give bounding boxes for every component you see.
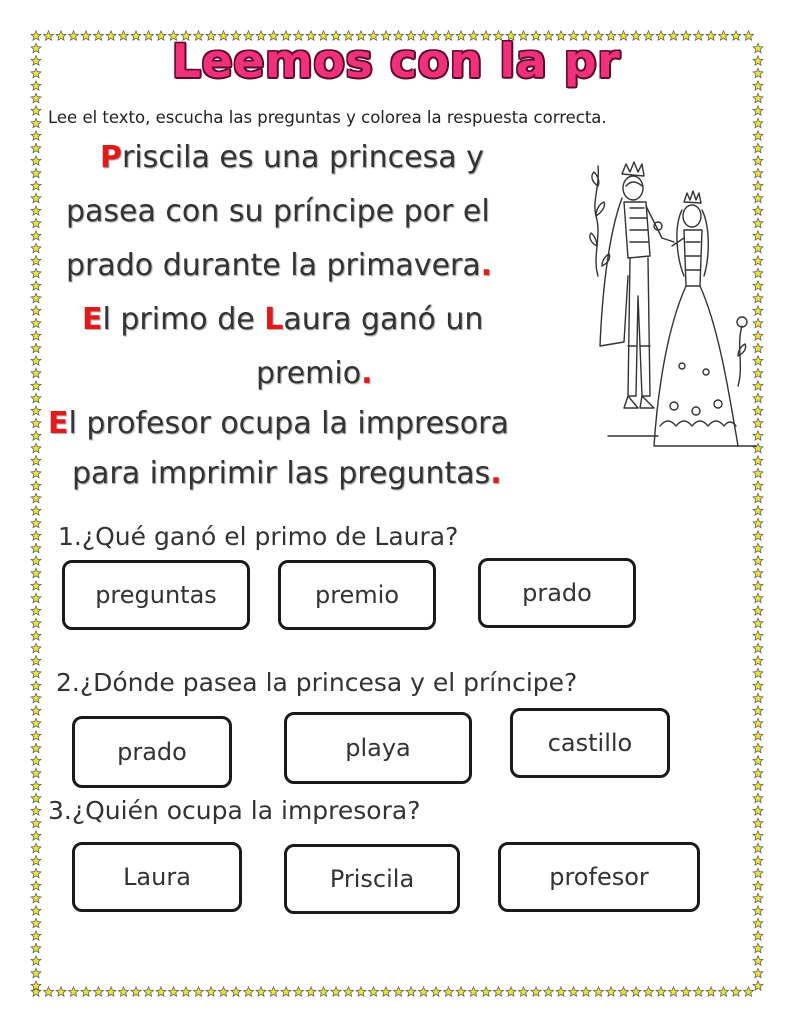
star-icon bbox=[31, 531, 41, 540]
star-icon bbox=[31, 381, 41, 390]
star-icon bbox=[31, 668, 41, 677]
star-icon bbox=[753, 518, 763, 527]
story-period: . bbox=[361, 356, 373, 391]
star-icon bbox=[31, 306, 41, 315]
star-icon bbox=[753, 581, 763, 590]
star-icon bbox=[306, 987, 316, 996]
star-icon bbox=[469, 987, 479, 996]
star-icon bbox=[356, 987, 366, 996]
star-icon bbox=[753, 131, 763, 140]
star-icon bbox=[753, 556, 763, 565]
star-icon bbox=[753, 531, 763, 540]
star-icon bbox=[31, 218, 41, 227]
answer-q3-profesor[interactable]: profesor bbox=[498, 842, 700, 912]
star-icon bbox=[431, 987, 441, 996]
answer-q2-prado[interactable]: prado bbox=[72, 716, 232, 788]
star-icon bbox=[753, 643, 763, 652]
star-icon bbox=[494, 987, 504, 996]
star-icon bbox=[419, 987, 429, 996]
answer-q3-laura[interactable]: Laura bbox=[72, 842, 242, 912]
star-icon bbox=[31, 143, 41, 152]
answer-q1-premio[interactable]: premio bbox=[278, 560, 436, 630]
star-icon bbox=[31, 368, 41, 377]
star-icon bbox=[753, 818, 763, 827]
star-icon bbox=[444, 987, 454, 996]
star-icon bbox=[753, 706, 763, 715]
star-icon bbox=[181, 987, 191, 996]
story-text: l profesor ocupa la impresora bbox=[68, 406, 509, 441]
answer-q2-castillo[interactable]: castillo bbox=[510, 708, 670, 778]
star-icon bbox=[269, 987, 279, 996]
star-icon bbox=[31, 906, 41, 915]
star-icon bbox=[569, 987, 579, 996]
star-icon bbox=[31, 893, 41, 902]
star-icon bbox=[753, 681, 763, 690]
star-icon bbox=[31, 456, 41, 465]
star-icon bbox=[94, 987, 104, 996]
star-icon bbox=[556, 987, 566, 996]
star-icon bbox=[753, 981, 763, 990]
star-icon bbox=[731, 987, 741, 996]
star-icon bbox=[31, 393, 41, 402]
star-icon bbox=[31, 556, 41, 565]
star-icon bbox=[31, 281, 41, 290]
star-icon bbox=[753, 868, 763, 877]
story-text: l primo de bbox=[102, 302, 265, 337]
star-icon bbox=[644, 987, 654, 996]
star-icon bbox=[119, 987, 129, 996]
star-icon bbox=[706, 987, 716, 996]
star-icon bbox=[31, 856, 41, 865]
star-icon bbox=[31, 468, 41, 477]
question-1: 1.¿Qué ganó el primo de Laura? bbox=[58, 522, 459, 551]
star-icon bbox=[169, 987, 179, 996]
star-icon bbox=[31, 356, 41, 365]
story-text: aura ganó un bbox=[283, 302, 484, 337]
star-icon bbox=[31, 406, 41, 415]
story-text: prado durante la primavera bbox=[66, 248, 481, 283]
star-icon bbox=[31, 843, 41, 852]
story-initial: P bbox=[100, 140, 122, 175]
story-line-5 bbox=[256, 356, 373, 391]
star-icon bbox=[31, 518, 41, 527]
star-icon bbox=[331, 987, 341, 996]
star-icon bbox=[31, 718, 41, 727]
question-3: 3.¿Quién ocupa la impresora? bbox=[48, 796, 421, 825]
story-line-4 bbox=[82, 302, 483, 337]
star-icon bbox=[31, 731, 41, 740]
star-icon bbox=[753, 768, 763, 777]
star-icon bbox=[753, 656, 763, 665]
star-icon bbox=[156, 987, 166, 996]
star-icon bbox=[753, 506, 763, 515]
star-icon bbox=[31, 131, 41, 140]
star-icon bbox=[656, 987, 666, 996]
star-icon bbox=[594, 987, 604, 996]
star-icon bbox=[31, 481, 41, 490]
star-icon bbox=[753, 893, 763, 902]
star-icon bbox=[31, 418, 41, 427]
star-icon bbox=[394, 987, 404, 996]
star-icon bbox=[256, 987, 266, 996]
star-icon bbox=[753, 831, 763, 840]
star-icon bbox=[31, 743, 41, 752]
star-icon bbox=[519, 987, 529, 996]
star-icon bbox=[31, 431, 41, 440]
question-2: 2.¿Dónde pasea la princesa y el príncipe? bbox=[56, 668, 578, 697]
star-icon bbox=[31, 756, 41, 765]
star-icon bbox=[31, 643, 41, 652]
star-icon bbox=[406, 987, 416, 996]
star-icon bbox=[744, 987, 754, 996]
star-icon bbox=[31, 781, 41, 790]
star-icon bbox=[281, 987, 291, 996]
star-icon bbox=[31, 568, 41, 577]
star-icon bbox=[753, 668, 763, 677]
star-icon bbox=[31, 656, 41, 665]
story-period: . bbox=[480, 248, 493, 283]
star-icon bbox=[506, 987, 516, 996]
star-icon bbox=[753, 856, 763, 865]
star-icon bbox=[56, 987, 66, 996]
star-icon bbox=[206, 987, 216, 996]
star-icon bbox=[231, 987, 241, 996]
story-text: riscila es una princesa y bbox=[122, 140, 484, 175]
star-icon bbox=[31, 818, 41, 827]
star-icon bbox=[31, 318, 41, 327]
star-icon bbox=[244, 987, 254, 996]
prince-princess-illustration bbox=[588, 146, 760, 486]
star-icon bbox=[694, 987, 704, 996]
star-icon bbox=[31, 343, 41, 352]
story-text: premio bbox=[256, 356, 362, 391]
star-icon bbox=[753, 756, 763, 765]
star-icon bbox=[31, 918, 41, 927]
story-initial: L bbox=[264, 302, 284, 337]
star-icon bbox=[581, 987, 591, 996]
story-line-6 bbox=[48, 406, 509, 441]
story-text: para imprimir las preguntas bbox=[72, 456, 491, 491]
star-icon bbox=[753, 118, 763, 127]
star-icon bbox=[544, 987, 554, 996]
star-icon bbox=[31, 931, 41, 940]
star-icon bbox=[31, 606, 41, 615]
star-icon bbox=[753, 943, 763, 952]
star-icon bbox=[31, 706, 41, 715]
story-line-2: pasea con su príncipe por el bbox=[66, 194, 490, 229]
star-icon bbox=[31, 293, 41, 302]
star-icon bbox=[753, 93, 763, 102]
star-icon bbox=[619, 987, 629, 996]
story-line-1 bbox=[100, 140, 484, 175]
star-icon bbox=[44, 987, 54, 996]
star-icon bbox=[753, 881, 763, 890]
story-initial: E bbox=[82, 302, 103, 337]
star-icon bbox=[681, 987, 691, 996]
star-icon bbox=[31, 206, 41, 215]
star-icon bbox=[753, 743, 763, 752]
page-title: Leemos con la pr bbox=[171, 34, 621, 88]
instruction-text: Lee el texto, escucha las preguntas y colorea la respuesta correcta. bbox=[48, 108, 607, 127]
star-icon bbox=[31, 268, 41, 277]
star-icon bbox=[753, 618, 763, 627]
star-icon bbox=[81, 987, 91, 996]
star-icon bbox=[481, 987, 491, 996]
star-icon bbox=[753, 793, 763, 802]
star-icon bbox=[753, 718, 763, 727]
star-icon bbox=[31, 543, 41, 552]
star-icon bbox=[194, 987, 204, 996]
star-icon bbox=[131, 987, 141, 996]
star-icon bbox=[31, 943, 41, 952]
star-icon bbox=[753, 606, 763, 615]
star-icon bbox=[344, 987, 354, 996]
star-icon bbox=[31, 168, 41, 177]
star-icon bbox=[753, 781, 763, 790]
star-icon bbox=[753, 906, 763, 915]
story-period: . bbox=[490, 456, 502, 491]
star-icon bbox=[753, 931, 763, 940]
star-icon bbox=[31, 956, 41, 965]
star-icon bbox=[31, 256, 41, 265]
star-icon bbox=[31, 193, 41, 202]
star-icon bbox=[31, 156, 41, 165]
star-icon bbox=[31, 443, 41, 452]
star-icon bbox=[31, 693, 41, 702]
star-icon bbox=[753, 593, 763, 602]
star-icon bbox=[531, 987, 541, 996]
star-icon bbox=[31, 93, 41, 102]
star-icon bbox=[31, 793, 41, 802]
star-icon bbox=[753, 731, 763, 740]
story-line-3 bbox=[66, 248, 492, 283]
star-icon bbox=[719, 987, 729, 996]
star-icon bbox=[31, 806, 41, 815]
star-icon bbox=[753, 106, 763, 115]
star-icon bbox=[753, 806, 763, 815]
star-icon bbox=[31, 831, 41, 840]
star-icon bbox=[753, 493, 763, 502]
star-icon bbox=[69, 987, 79, 996]
star-icon bbox=[381, 987, 391, 996]
star-icon bbox=[31, 681, 41, 690]
star-icon bbox=[31, 118, 41, 127]
story-line-7 bbox=[72, 456, 502, 491]
star-icon bbox=[606, 987, 616, 996]
star-icon bbox=[319, 987, 329, 996]
star-icon bbox=[31, 243, 41, 252]
star-icon bbox=[31, 618, 41, 627]
star-icon bbox=[669, 987, 679, 996]
star-icon bbox=[144, 987, 154, 996]
star-icon bbox=[31, 106, 41, 115]
answer-q3-priscila[interactable]: Priscila bbox=[284, 844, 460, 914]
star-icon bbox=[106, 987, 116, 996]
star-icon bbox=[31, 768, 41, 777]
star-icon bbox=[294, 987, 304, 996]
star-icon bbox=[753, 843, 763, 852]
star-icon bbox=[369, 987, 379, 996]
star-icon bbox=[31, 593, 41, 602]
star-icon bbox=[753, 693, 763, 702]
star-icon bbox=[31, 631, 41, 640]
star-icon bbox=[456, 987, 466, 996]
star-icon bbox=[753, 918, 763, 927]
star-icon bbox=[31, 881, 41, 890]
star-icon bbox=[31, 868, 41, 877]
answer-q2-playa[interactable]: playa bbox=[284, 712, 472, 784]
answer-q1-preguntas[interactable]: preguntas bbox=[62, 560, 250, 630]
star-icon bbox=[753, 956, 763, 965]
star-icon bbox=[753, 568, 763, 577]
star-icon bbox=[631, 987, 641, 996]
star-icon bbox=[31, 581, 41, 590]
story-initial: E bbox=[48, 406, 69, 441]
star-icon bbox=[219, 987, 229, 996]
star-icon bbox=[31, 231, 41, 240]
star-icon bbox=[753, 631, 763, 640]
star-icon bbox=[31, 506, 41, 515]
star-icon bbox=[31, 968, 41, 977]
star-icon bbox=[31, 181, 41, 190]
star-icon bbox=[31, 331, 41, 340]
star-icon bbox=[753, 968, 763, 977]
answer-q1-prado[interactable]: prado bbox=[478, 558, 636, 628]
star-icon bbox=[31, 493, 41, 502]
star-icon bbox=[753, 543, 763, 552]
